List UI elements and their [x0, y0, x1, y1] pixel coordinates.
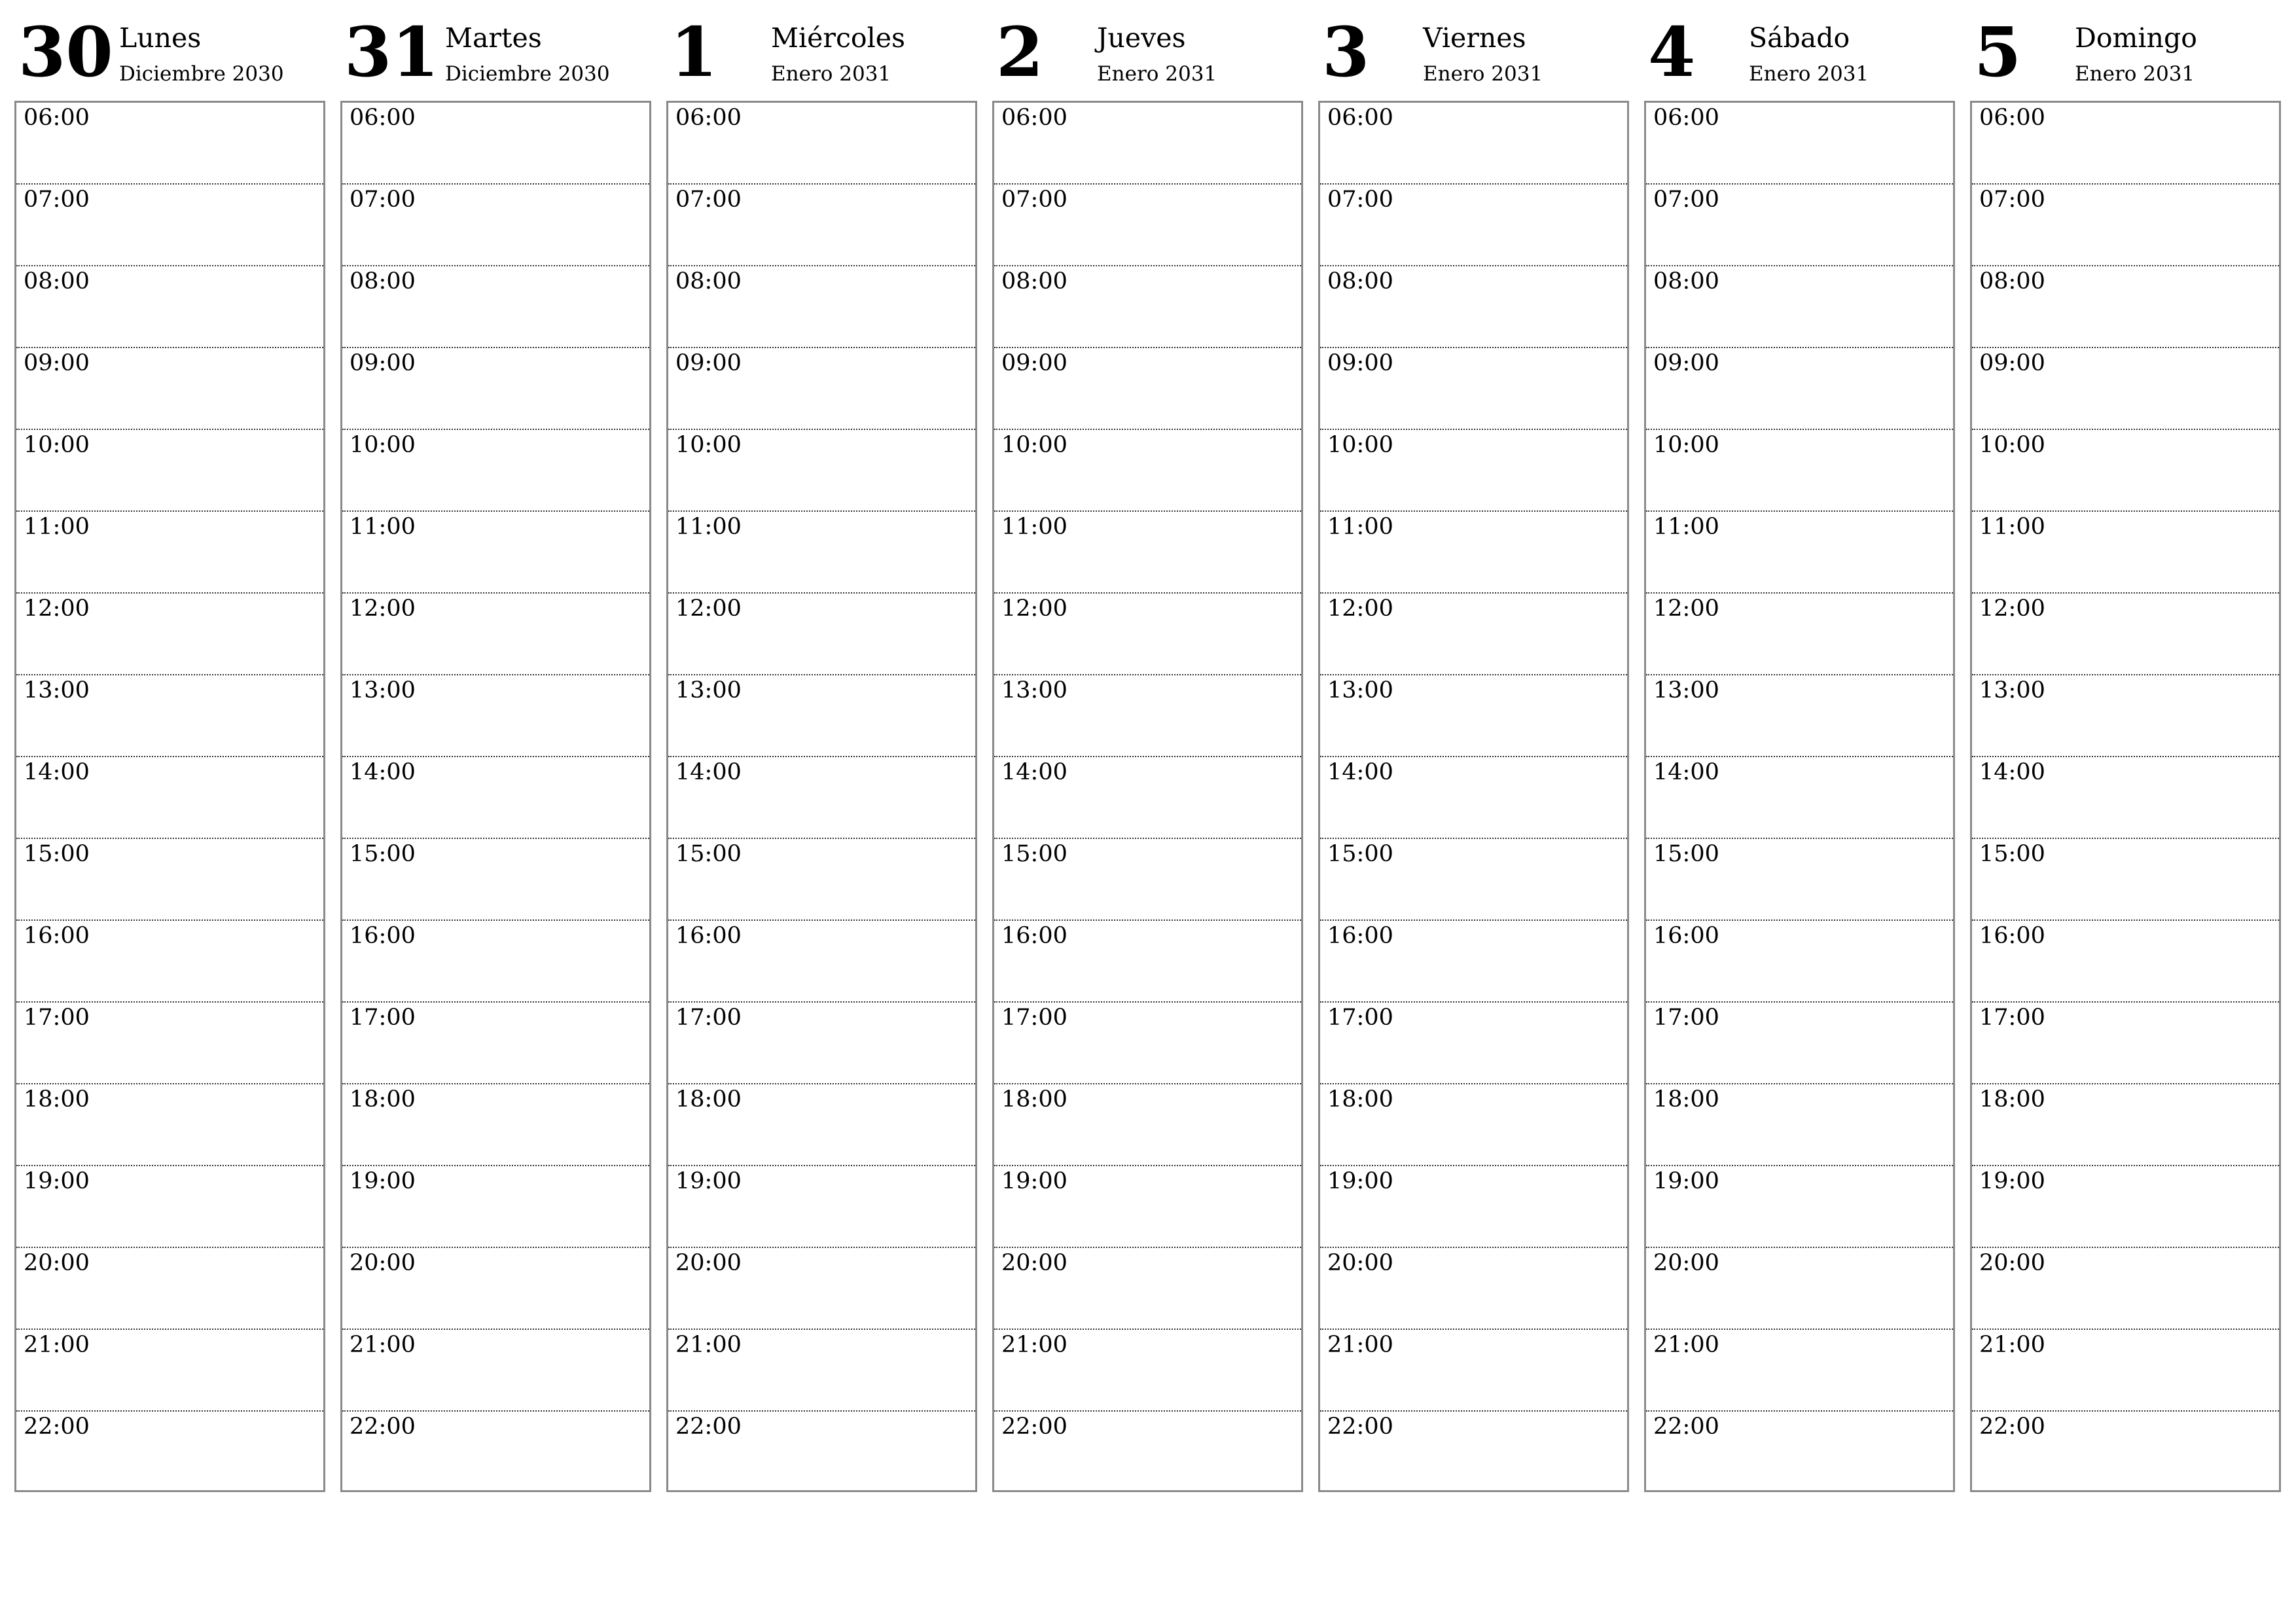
hour-slot[interactable]	[1646, 594, 1953, 675]
hour-slot[interactable]	[342, 839, 649, 921]
hour-label: 18:00	[350, 1086, 416, 1113]
hour-slot[interactable]	[1320, 675, 1627, 757]
hour-slot[interactable]	[994, 1166, 1301, 1248]
hour-label: 16:00	[675, 923, 742, 949]
hour-label: 10:00	[1979, 432, 2045, 458]
day-month-year: Diciembre 2030	[119, 62, 284, 86]
hour-label: 22:00	[24, 1414, 90, 1440]
day-header	[14, 0, 328, 98]
hour-slot[interactable]	[1646, 839, 1953, 921]
hour-label: 07:00	[1979, 187, 2045, 213]
hour-slot[interactable]	[1320, 1003, 1627, 1084]
hour-slot[interactable]	[1972, 921, 2279, 1003]
hour-label: 08:00	[1001, 268, 1067, 294]
hour-label: 19:00	[24, 1168, 90, 1194]
hour-label: 09:00	[1327, 350, 1393, 376]
hour-label: 14:00	[675, 759, 742, 785]
day-number: 3	[1322, 12, 1370, 92]
hour-label: 08:00	[350, 268, 416, 294]
hour-slot[interactable]	[342, 1248, 649, 1330]
hour-label: 10:00	[1001, 432, 1067, 458]
day-header	[340, 0, 654, 98]
hour-label: 14:00	[1653, 759, 1719, 785]
hour-label: 18:00	[1001, 1086, 1067, 1113]
hour-slot[interactable]	[1972, 1166, 2279, 1248]
hour-slot[interactable]	[668, 1412, 975, 1493]
day-month-year: Enero 2031	[771, 62, 891, 86]
hour-label: 10:00	[1653, 432, 1719, 458]
hour-slot[interactable]	[1320, 1084, 1627, 1166]
hour-slot[interactable]	[1320, 839, 1627, 921]
hour-slot[interactable]	[668, 185, 975, 266]
day-month-year: Enero 2031	[1423, 62, 1543, 86]
hour-label: 08:00	[1979, 268, 2045, 294]
day-name: Jueves	[1097, 22, 1186, 54]
hour-label: 18:00	[1979, 1086, 2045, 1113]
hour-slot[interactable]	[1972, 1330, 2279, 1412]
hour-label: 17:00	[1001, 1005, 1067, 1031]
hour-label: 14:00	[1979, 759, 2045, 785]
hour-label: 13:00	[1653, 677, 1719, 704]
hour-slot[interactable]	[342, 921, 649, 1003]
hour-label: 15:00	[1001, 841, 1067, 867]
day-column	[666, 0, 980, 1505]
hour-slot[interactable]	[1646, 921, 1953, 1003]
hour-slot[interactable]	[1972, 594, 2279, 675]
hour-label: 13:00	[1979, 677, 2045, 704]
hour-label: 16:00	[350, 923, 416, 949]
day-month-year: Enero 2031	[1097, 62, 1217, 86]
day-column	[1644, 0, 1958, 1505]
hour-slot[interactable]	[1646, 757, 1953, 839]
hour-slot[interactable]	[16, 185, 323, 266]
hour-slot[interactable]	[1646, 103, 1953, 185]
day-name: Viernes	[1423, 22, 1526, 54]
hour-slot[interactable]	[16, 348, 323, 430]
hour-label: 22:00	[1653, 1414, 1719, 1440]
hour-slot[interactable]	[994, 839, 1301, 921]
hour-label: 20:00	[1653, 1250, 1719, 1276]
day-name: Miércoles	[771, 22, 906, 54]
hour-slot[interactable]	[342, 675, 649, 757]
hour-slot[interactable]	[342, 266, 649, 348]
hour-label: 21:00	[675, 1332, 742, 1358]
hour-label: 08:00	[1327, 268, 1393, 294]
hour-slot[interactable]	[16, 1084, 323, 1166]
hour-label: 11:00	[1979, 514, 2045, 540]
day-column	[340, 0, 654, 1505]
hour-slot[interactable]	[1320, 1166, 1627, 1248]
hour-label: 17:00	[24, 1005, 90, 1031]
hour-slot[interactable]	[994, 921, 1301, 1003]
hour-label: 09:00	[1979, 350, 2045, 376]
hour-slot[interactable]	[1320, 921, 1627, 1003]
hour-label: 07:00	[1327, 187, 1393, 213]
day-header	[1970, 0, 2284, 98]
hour-label: 07:00	[1653, 187, 1719, 213]
hour-label: 06:00	[1327, 105, 1393, 131]
hour-slot[interactable]	[668, 1248, 975, 1330]
hour-label: 11:00	[1653, 514, 1719, 540]
hour-label: 17:00	[350, 1005, 416, 1031]
hour-slot[interactable]	[668, 594, 975, 675]
hour-label: 07:00	[24, 187, 90, 213]
hour-label: 20:00	[24, 1250, 90, 1276]
hour-slot[interactable]	[342, 1084, 649, 1166]
hour-label: 22:00	[675, 1414, 742, 1440]
day-month-year: Diciembre 2030	[445, 62, 610, 86]
hour-slot[interactable]	[1972, 348, 2279, 430]
hour-slot[interactable]	[1972, 757, 2279, 839]
hour-label: 10:00	[350, 432, 416, 458]
hour-slot[interactable]	[1320, 348, 1627, 430]
day-column	[992, 0, 1306, 1505]
hour-label: 09:00	[24, 350, 90, 376]
hour-label: 19:00	[675, 1168, 742, 1194]
hour-slot[interactable]	[1972, 1084, 2279, 1166]
day-number: 1	[670, 12, 718, 92]
hour-label: 07:00	[1001, 187, 1067, 213]
hour-slot[interactable]	[1646, 185, 1953, 266]
hour-label: 19:00	[350, 1168, 416, 1194]
day-name: Sábado	[1749, 22, 1850, 54]
hour-slot[interactable]	[1320, 512, 1627, 594]
hour-label: 11:00	[350, 514, 416, 540]
hour-label: 06:00	[1001, 105, 1067, 131]
hour-label: 21:00	[350, 1332, 416, 1358]
hour-slot[interactable]	[1972, 1003, 2279, 1084]
day-schedule-box	[1970, 101, 2281, 1492]
hour-slot[interactable]	[1320, 185, 1627, 266]
hour-slot[interactable]	[16, 512, 323, 594]
hour-slot[interactable]	[1646, 512, 1953, 594]
hour-label: 15:00	[675, 841, 742, 867]
hour-label: 08:00	[24, 268, 90, 294]
hour-slot[interactable]	[16, 757, 323, 839]
hour-slot[interactable]	[668, 839, 975, 921]
hour-slot[interactable]	[16, 266, 323, 348]
day-name: Lunes	[119, 22, 202, 54]
hour-slot[interactable]	[994, 266, 1301, 348]
hour-slot[interactable]	[1646, 348, 1953, 430]
hour-slot[interactable]	[668, 512, 975, 594]
hour-label: 17:00	[1979, 1005, 2045, 1031]
hour-label: 17:00	[1653, 1005, 1719, 1031]
hour-slot[interactable]	[342, 1330, 649, 1412]
hour-label: 20:00	[1979, 1250, 2045, 1276]
hour-slot[interactable]	[1972, 1248, 2279, 1330]
hour-label: 18:00	[1653, 1086, 1719, 1113]
day-number: 5	[1974, 12, 2022, 92]
hour-slot[interactable]	[1646, 430, 1953, 512]
hour-slot[interactable]	[1972, 839, 2279, 921]
hour-label: 19:00	[1001, 1168, 1067, 1194]
day-schedule-box	[666, 101, 977, 1492]
hour-label: 21:00	[1979, 1332, 2045, 1358]
hour-slot[interactable]	[1972, 1412, 2279, 1493]
hour-slot[interactable]	[1320, 757, 1627, 839]
hour-label: 06:00	[350, 105, 416, 131]
hour-slot[interactable]	[668, 675, 975, 757]
day-number: 4	[1648, 12, 1696, 92]
hour-label: 06:00	[1979, 105, 2045, 131]
hour-label: 15:00	[1327, 841, 1393, 867]
hour-label: 18:00	[24, 1086, 90, 1113]
hour-label: 12:00	[675, 596, 742, 622]
hour-label: 11:00	[24, 514, 90, 540]
hour-slot[interactable]	[1646, 266, 1953, 348]
day-header	[1318, 0, 1632, 98]
hour-label: 19:00	[1653, 1168, 1719, 1194]
hour-label: 13:00	[675, 677, 742, 704]
hour-label: 18:00	[675, 1086, 742, 1113]
hour-slot[interactable]	[1972, 103, 2279, 185]
hour-label: 15:00	[1653, 841, 1719, 867]
hour-label: 21:00	[1653, 1332, 1719, 1358]
hour-slot[interactable]	[342, 185, 649, 266]
hour-label: 15:00	[350, 841, 416, 867]
hour-slot[interactable]	[994, 185, 1301, 266]
hour-label: 15:00	[24, 841, 90, 867]
hour-slot[interactable]	[16, 430, 323, 512]
hour-slot[interactable]	[1320, 103, 1627, 185]
day-column	[14, 0, 328, 1505]
hour-slot[interactable]	[994, 757, 1301, 839]
hour-slot[interactable]	[668, 266, 975, 348]
hour-slot[interactable]	[342, 103, 649, 185]
day-column	[1318, 0, 1632, 1505]
day-header	[666, 0, 980, 98]
hour-slot[interactable]	[1646, 675, 1953, 757]
hour-label: 06:00	[675, 105, 742, 131]
hour-slot[interactable]	[994, 1412, 1301, 1493]
day-schedule-box	[1644, 101, 1955, 1492]
day-number: 2	[996, 12, 1044, 92]
hour-slot[interactable]	[1320, 594, 1627, 675]
hour-label: 12:00	[1653, 596, 1719, 622]
hour-label: 10:00	[675, 432, 742, 458]
hour-label: 18:00	[1327, 1086, 1393, 1113]
day-month-year: Enero 2031	[2075, 62, 2195, 86]
hour-slot[interactable]	[16, 594, 323, 675]
hour-label: 11:00	[675, 514, 742, 540]
day-schedule-box	[992, 101, 1303, 1492]
hour-label: 16:00	[1001, 923, 1067, 949]
hour-label: 12:00	[1327, 596, 1393, 622]
hour-slot[interactable]	[16, 1412, 323, 1493]
hour-slot[interactable]	[1972, 430, 2279, 512]
hour-slot[interactable]	[994, 348, 1301, 430]
hour-slot[interactable]	[668, 757, 975, 839]
hour-slot[interactable]	[1320, 1248, 1627, 1330]
hour-label: 08:00	[1653, 268, 1719, 294]
hour-slot[interactable]	[342, 430, 649, 512]
hour-label: 16:00	[1979, 923, 2045, 949]
hour-slot[interactable]	[994, 430, 1301, 512]
hour-slot[interactable]	[342, 1003, 649, 1084]
hour-slot[interactable]	[668, 1330, 975, 1412]
hour-slot[interactable]	[16, 921, 323, 1003]
hour-label: 13:00	[1001, 677, 1067, 704]
hour-label: 06:00	[24, 105, 90, 131]
hour-label: 20:00	[350, 1250, 416, 1276]
hour-slot[interactable]	[16, 1248, 323, 1330]
hour-slot[interactable]	[1972, 512, 2279, 594]
hour-label: 14:00	[350, 759, 416, 785]
hour-label: 16:00	[1327, 923, 1393, 949]
hour-label: 17:00	[1327, 1005, 1393, 1031]
hour-label: 09:00	[350, 350, 416, 376]
hour-label: 15:00	[1979, 841, 2045, 867]
hour-label: 22:00	[1001, 1414, 1067, 1440]
hour-slot[interactable]	[1320, 430, 1627, 512]
hour-slot[interactable]	[1646, 1003, 1953, 1084]
day-schedule-box	[1318, 101, 1629, 1492]
hour-label: 10:00	[24, 432, 90, 458]
day-name: Domingo	[2075, 22, 2197, 54]
hour-label: 14:00	[1327, 759, 1393, 785]
hour-slot[interactable]	[1972, 675, 2279, 757]
hour-slot[interactable]	[16, 1330, 323, 1412]
hour-label: 21:00	[24, 1332, 90, 1358]
hour-label: 21:00	[1001, 1332, 1067, 1358]
hour-slot[interactable]	[1646, 1084, 1953, 1166]
hour-slot[interactable]	[994, 512, 1301, 594]
hour-label: 20:00	[1327, 1250, 1393, 1276]
hour-slot[interactable]	[1646, 1412, 1953, 1493]
hour-slot[interactable]	[1646, 1330, 1953, 1412]
hour-slot[interactable]	[1972, 266, 2279, 348]
hour-slot[interactable]	[668, 348, 975, 430]
hour-slot[interactable]	[994, 1003, 1301, 1084]
hour-label: 08:00	[675, 268, 742, 294]
hour-slot[interactable]	[1972, 185, 2279, 266]
hour-slot[interactable]	[16, 675, 323, 757]
hour-label: 12:00	[350, 596, 416, 622]
hour-label: 22:00	[1327, 1414, 1393, 1440]
hour-label: 20:00	[675, 1250, 742, 1276]
hour-label: 09:00	[675, 350, 742, 376]
hour-label: 11:00	[1327, 514, 1393, 540]
day-schedule-box	[14, 101, 325, 1492]
hour-slot[interactable]	[668, 1084, 975, 1166]
day-number: 30	[18, 12, 113, 92]
day-header	[1644, 0, 1958, 98]
hour-label: 11:00	[1001, 514, 1067, 540]
hour-label: 10:00	[1327, 432, 1393, 458]
hour-slot[interactable]	[994, 1248, 1301, 1330]
hour-slot[interactable]	[668, 1166, 975, 1248]
hour-slot[interactable]	[668, 103, 975, 185]
hour-label: 22:00	[350, 1414, 416, 1440]
hour-slot[interactable]	[16, 103, 323, 185]
hour-label: 16:00	[1653, 923, 1719, 949]
hour-label: 07:00	[350, 187, 416, 213]
hour-slot[interactable]	[16, 1003, 323, 1084]
hour-slot[interactable]	[994, 675, 1301, 757]
day-schedule-box	[340, 101, 651, 1492]
hour-slot[interactable]	[668, 921, 975, 1003]
hour-slot[interactable]	[1320, 1330, 1627, 1412]
hour-label: 06:00	[1653, 105, 1719, 131]
day-number: 31	[344, 12, 439, 92]
hour-label: 13:00	[350, 677, 416, 704]
hour-slot[interactable]	[668, 430, 975, 512]
hour-label: 14:00	[24, 759, 90, 785]
day-month-year: Enero 2031	[1749, 62, 1869, 86]
hour-slot[interactable]	[994, 1084, 1301, 1166]
day-column	[1970, 0, 2284, 1505]
weekly-planner	[14, 0, 2284, 1505]
hour-label: 16:00	[24, 923, 90, 949]
hour-label: 14:00	[1001, 759, 1067, 785]
hour-label: 19:00	[1327, 1168, 1393, 1194]
hour-label: 13:00	[24, 677, 90, 704]
hour-label: 17:00	[675, 1005, 742, 1031]
hour-slot[interactable]	[342, 512, 649, 594]
hour-slot[interactable]	[342, 594, 649, 675]
hour-label: 12:00	[1001, 596, 1067, 622]
day-header	[992, 0, 1306, 98]
hour-slot[interactable]	[668, 1003, 975, 1084]
hour-slot[interactable]	[342, 1412, 649, 1493]
hour-slot[interactable]	[1320, 266, 1627, 348]
hour-slot[interactable]	[342, 348, 649, 430]
hour-label: 13:00	[1327, 677, 1393, 704]
hour-label: 09:00	[1001, 350, 1067, 376]
hour-slot[interactable]	[1320, 1412, 1627, 1493]
hour-label: 09:00	[1653, 350, 1719, 376]
hour-label: 21:00	[1327, 1332, 1393, 1358]
hour-slot[interactable]	[16, 1166, 323, 1248]
hour-slot[interactable]	[342, 1166, 649, 1248]
hour-slot[interactable]	[994, 594, 1301, 675]
hour-label: 12:00	[24, 596, 90, 622]
day-name: Martes	[445, 22, 542, 54]
hour-slot[interactable]	[994, 1330, 1301, 1412]
hour-label: 07:00	[675, 187, 742, 213]
hour-label: 12:00	[1979, 596, 2045, 622]
hour-slot[interactable]	[994, 103, 1301, 185]
hour-label: 22:00	[1979, 1414, 2045, 1440]
hour-slot[interactable]	[16, 839, 323, 921]
hour-label: 19:00	[1979, 1168, 2045, 1194]
hour-label: 20:00	[1001, 1250, 1067, 1276]
hour-slot[interactable]	[342, 757, 649, 839]
hour-slot[interactable]	[1646, 1248, 1953, 1330]
hour-slot[interactable]	[1646, 1166, 1953, 1248]
